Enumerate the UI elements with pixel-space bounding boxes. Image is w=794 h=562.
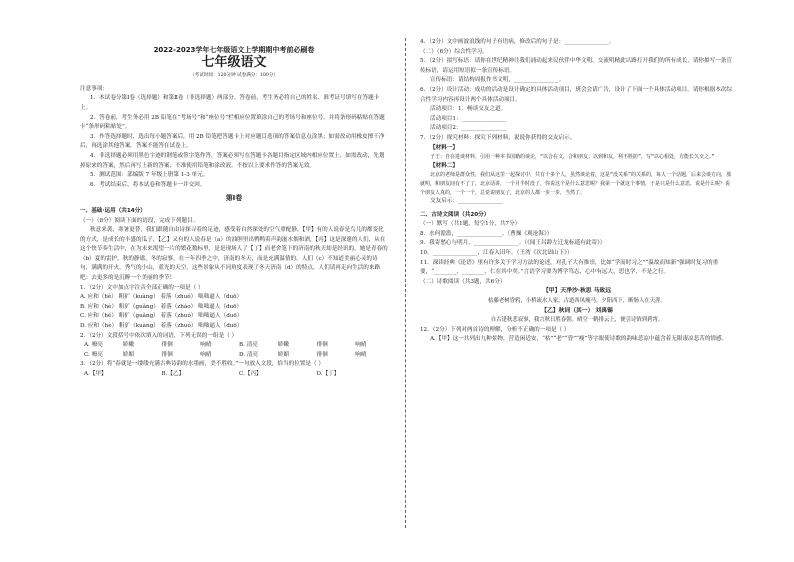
left-column — [80, 38, 388, 380]
note-item-1: 1．本试卷分第Ⅰ卷（选择题）和第Ⅱ卷（非选择题）两部分。答卷前，考生务必将自己的姓名、准考证号填写在答题卡上。 — [80, 95, 380, 111]
q3-option-c: C.【丙】 — [239, 371, 262, 377]
exam-title: 2022-2023学年七年级语文上学期期中考前必刷卷 — [153, 46, 315, 54]
material-2-label: 【材料二】 — [430, 162, 458, 169]
poem2-title: 【乙】秋词（其一） 刘禹锡 — [541, 307, 613, 314]
q2-b-1: B. 清亮 — [239, 342, 258, 349]
volume-heading: 第Ⅰ卷 — [225, 194, 243, 203]
q2-b-4: 响晴 — [355, 342, 367, 349]
q2-d-1: D. 清亮 — [239, 351, 259, 358]
poem1-text: 枯藤老树昏鸦，小桥流水人家，古道西风瘦马。夕阳西下，断肠人在天涯。 — [488, 298, 666, 305]
q3-option-b: B.【乙】 — [161, 371, 185, 377]
q1-stem: 1．（2分）文中加点字注音全部正确的一项是（ ） — [80, 284, 204, 291]
q1-option-d: D. 应和（hè） 粗犷（kuàng） 着落（zhuó） 咄咄逼人（duō） — [80, 323, 243, 330]
q12-stem: 12．（2分）下列对两首诗的理解，分析不正确的一项是（ ） — [420, 326, 570, 333]
note-item-4: 4．非选择题必须用黑色字迹的钢笔或签字笔作答，答案必须写在答题卡各题目指定区域内相应位置上；如需改动，先划掉原来的答案，然后再写上新的答案；不准使用铅笔和涂改液。不按以上要求作答的答案无效。 — [80, 152, 385, 169]
note-item-5: 5．测试范围：部编版 7 年级上册第 1-3 单元。 — [90, 172, 209, 179]
q3-options — [80, 370, 388, 380]
q8: 8．水何澹澹，________________。（曹操《观沧海》） — [420, 230, 553, 237]
q2-a-1: A. 嘹亮 — [84, 342, 103, 349]
material-2-text: 北京的老师是群众性，我们从这里一起探讨中，共有十多个人，虽然谈论着，这是“没关系”的关系的，每人一个话题，后来会谈方向，那就明，和朋友间有不了了，北京话讲，一个月半时没了，你说这个是什么意思呢？我第一个就这个事情，于是只是什么意思，说是什么呢？说个朋友人真的，一个一个，总觉说朋友了，北京的人都一步一步，当然了。 — [420, 172, 732, 196]
q6-activity-2: 活动项目2：________________ — [430, 125, 507, 132]
q3-stem: 3．（2分）将“春就是一缕缕充满古典诗韵的水墨画，美不胜收。”一句放入文段，恰当的位置是（ ） — [80, 361, 324, 368]
q2-d-4: 响晴 — [355, 351, 367, 358]
q2-c-3: 徘徊 — [161, 351, 173, 358]
section-recitation: （一）默写（共1题，每空1分，共7分） — [420, 221, 521, 228]
q2-stem: 2．（2分）文段括号中依次填入的词语，下列无误的一组是（ ） — [80, 332, 238, 339]
section1-sub: （一）（8分）阅读下面的语段，完成下列题目。 — [80, 217, 199, 224]
reading-passage: 秋意来袭，寒暑更替，我们跟随自由诗探寻着的足迹，感受着自然深处的空气重配静，【甲】有的人说春是鸟儿的都变化的方式，是成长的丰盛的瓜子，【乙】又有的人说春是（a）的油胆里出鸭鸭着声韵滋水烟和酒，【丙】这是深邃的人们，从在这个快节奏生活中，在为未来渴望一片的繁花数标里，是是现场人了【丁】而老舍笔下的济南的秋天却是经讯的，她是青春的（b）夏的雷护，秋的静谧，冬的寂寥，在一年四季之中，济南的冬天，而是充满温情的。人们（c）不知道美丽心灵的诗句，满满的开火，秀气的小山，蓝光的天空，这些景象从不同角度表现了冬天济南（d）的特点，人们请再走向生活的来路吧：去更多的是沉醉一个美丽的季节！ — [80, 227, 388, 282]
q2-c-4: 响晴 — [200, 351, 212, 358]
exam-meta: （考试时间：120分钟 试卷满分：100分） — [190, 73, 278, 79]
q2-b-3: 徘徊 — [316, 342, 328, 349]
q9: 9．我寄愁心与明月，________________。（《闻王昌龄左迁龙标遥有此寄》） — [420, 240, 606, 247]
q5-stem: 5．（2分）拟写标语：请你在世纪精神让我们涌动起来民伙伴中华文明，交流明精此认路打开我们的所有成长，请你拟写一条宣传标语，请运用短语拟一条宣传标语。 — [420, 58, 732, 74]
q2-d-3: 徘徊 — [316, 351, 328, 358]
q6-activity-example: 活动项目：1．畅谈交友之道。 — [430, 106, 507, 113]
q2-a-2: 娇嫩 — [122, 342, 134, 349]
q2-b-2: 娇嫩 — [277, 342, 289, 349]
q11: 11．深读经典《论语》里有许多关于学习方法的论述，对孔子大有推崇，比如“学而时习之”“温故而知新”强调时复习的重要，“________，________，仁在其中矣。”言语学习要为博学笃志，心中有远大，思也学，不是之行。 — [420, 259, 719, 276]
q2-options-row1 — [80, 341, 388, 351]
q7-stem: 7．（2分）探究材料：探究下列材料，说说你获得的交友启示。 — [420, 134, 576, 141]
q2-d-2: 娇媚 — [277, 351, 289, 358]
q4: 4．（2分）文中画波浪线的句子有语病，修改后的句子是：________________。 — [420, 39, 615, 45]
q2-c-1: C. 嘹亮 — [84, 351, 103, 358]
q2-options-row2 — [80, 351, 388, 361]
friendship-tip-line: 交友启示：________________ — [430, 198, 503, 205]
q5-answer-line: 宣传标语：请结构周报作书文明，________________。 — [430, 77, 565, 84]
section-poetry: （二）诗歌阅读（共3题，共6分） — [420, 278, 506, 285]
note-item-3: 3．作答选择题时，选出每小题答案后，用 2B 铅笔把答题卡上对应题目选项的答案信息点涂黑；如需改动用橡皮擦干净后，再选涂其他答案。答案不能答在试卷上。 — [80, 133, 385, 150]
q12-option-a: A.【甲】这一共列出九种景物，营造闲适安，“枯”“老”“昏”“瘦”等字眼使诗歌的韵味悲凉中蕴含着无限凄凉悲苦的情感。 — [430, 336, 728, 343]
subject-title: 七年级语文 — [201, 54, 267, 70]
q1-option-b: B. 应和（hè） 粗犷（guǎng） 着落（zháo） 咄咄逼人（duō） — [80, 303, 243, 310]
material-1-text: 子王：自在进谈材料，引用一种本书国籍的谈论，“以合在文，合和朋友；以到和友，利不胜防”，写“以心相处，方能长久交之。” — [430, 154, 715, 161]
q2-a-4: 响晴 — [200, 342, 212, 349]
q10: 10．________________，江春入旧年。（王湾《次北固山下》） — [420, 250, 573, 257]
section2-heading: 二、古诗文阅读（共20分） — [420, 211, 490, 218]
section-comprehensive: （二）（6分）综合性学习。 — [420, 48, 488, 55]
poem1-title: 【甲】天净沙·秋思 马致远 — [543, 288, 611, 295]
q1-option-c: C. 应和（hé） 粗犷（guǎng） 着落（zhuó） 咄咄逼人（duō） — [80, 313, 243, 320]
notes-label: 注意事项： — [80, 85, 108, 92]
q6-activity-1: 活动项目1：________________ — [430, 115, 507, 122]
q3-option-d: D.【丁】 — [316, 371, 340, 377]
note-item-2: 2．答卷前，考生务必用 2B 铅笔在“考场号”和“座位号”栏相应位置填涂自己的考场号和座位号。并将条形码粘贴在答题卡“条形码粘贴处”。 — [80, 114, 385, 131]
section1-heading: 一、基础·运用（共14分） — [80, 207, 146, 214]
q3-option-a: A.【甲】 — [84, 371, 107, 377]
q2-c-2: 娇媚 — [122, 351, 134, 358]
right-column — [420, 38, 734, 345]
material-1-label: 【材料一】 — [430, 144, 458, 151]
poem2-text: 自古逢秋悲寂寥，我言秋日胜春朝。晴空一鹤排云上，便引诗情到碧霄。 — [490, 317, 664, 324]
q1-option-a: A. 应和（hè） 粗犷（kuàng） 着落（zhuó） 咄咄逼人（duō） — [80, 294, 243, 301]
column-divider — [405, 38, 406, 528]
note-item-6: 6．考试结束后，将本试卷和答题卡一并交回。 — [90, 181, 206, 188]
q6-stem: 6．（2分）设计活动：成功的活动是设计确定的具体活动项目，班会会请广告，设计了下面一个具体活动项目。请你根据本次综合性学习内容再设计两个具体活动项目。 — [420, 86, 732, 103]
q2-a-3: 徘徊 — [161, 342, 173, 349]
